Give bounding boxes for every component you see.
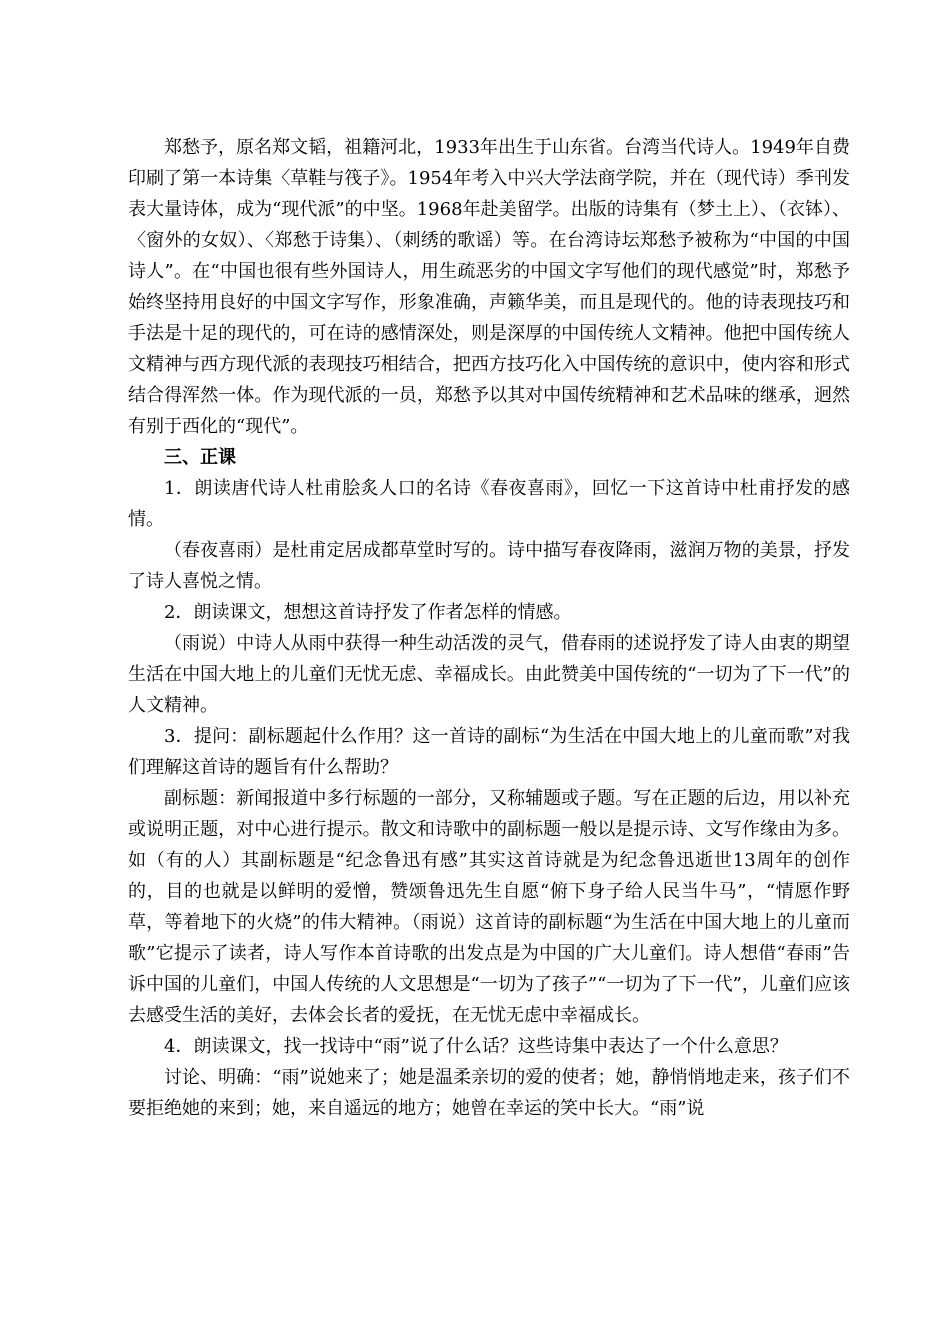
answer-1: （春夜喜雨）是杜甫定居成都草堂时写的。诗中描写春夜降雨，滋润万物的美景，抒发了诗人喜悦之情。: [128, 540, 850, 592]
document-body: [128, 132, 850, 1124]
intro-paragraph-author-bio: 郑愁予，原名郑文韬，祖籍河北，1933年出生于山东省。台湾当代诗人。1949年自费印刷了第一本诗集〈草鞋与筏子》。1954年考入中兴大学法商学院，并在（现代诗）季刊发表大量诗体，成为“现代派”的中坚。1968年赴美留学。出版的诗集有（梦土上）、（衣钵）、〈窗外的女奴）、〈郑愁于诗集）、（刺绣的歌谣）等。在台湾诗坛郑愁予被称为“中国的中国诗人”。在“中国也很有些外国诗人，用生疏恶劣的中国文字写他们的现代感觉”时，郑愁予始终坚持用良好的中国文字写作，形象准确，声籁华美，而且是现代的。他的诗表现技巧和手法是十足的现代的，可在诗的感情深处，则是深厚的中国传统人文精神。他把中国传统人文精神与西方现代派的表现技巧相结合，把西方技巧化入中国传统的意识中，使内容和形式结合得浑然一体。作为现代派的一员，郑愁予以其对中国传统精神和艺术品味的继承，迥然有别于西化的“现代”。: [128, 137, 850, 437]
question-3: 3．提问：副标题起什么作用？这一首诗的副标“为生活在中国大地上的儿童而歌”对我们理解这首诗的题旨有什么帮助？: [128, 726, 850, 778]
question-1: 1．朗读唐代诗人杜甫脍炙人口的名诗《春夜喜雨》，回忆一下这首诗中杜甫抒发的感情。: [128, 478, 850, 530]
answer-3: 副标题：新闻报道中多行标题的一部分，又称辅题或子题。写在正题的后边，用以补充或说明正题，对中心进行提示。散文和诗歌中的副标题一般以是提示诗、文写作缘由为多。如（有的人）其副标题是“纪念鲁迅有感”其实这首诗就是为纪念鲁迅逝世13周年的创作的，目的也就是以鲜明的爱憎，赞颂鲁迅先生自愿“俯下身子给人民当牛马”，“情愿作野草，等着地下的火烧”的伟大精神。（雨说）这首诗的副标题“为生活在中国大地上的儿童而歌”它提示了读者，诗人写作本首诗歌的出发点是为中国的广大儿童们。诗人想借“春雨”告诉中国的儿童们，中国人传统的人文思想是“一切为了孩子”“一切为了下一代”，儿童们应该去感受生活的美好，去体会长者的爱抚，在无忧无虑中幸福成长。: [128, 788, 850, 1026]
question-2: 2．朗读课文，想想这首诗抒发了作者怎样的情感。: [164, 602, 572, 623]
section-heading-lesson: 三、正课: [164, 447, 236, 468]
answer-2: （雨说）中诗人从雨中获得一种生动活泼的灵气，借春雨的述说抒发了诗人由衷的期望生活在中国大地上的儿童们无忧无虑、幸福成长。由此赞美中国传统的“一切为了下一代”的人文精神。: [128, 633, 850, 716]
answer-4: 讨论、明确：“雨”说她来了；她是温柔亲切的爱的使者；她，静悄悄地走来，孩子们不要拒绝她的来到；她，来自遥远的地方；她曾在幸运的笑中长大。“雨”说: [128, 1067, 850, 1119]
question-4: 4．朗读课文，找一找诗中“雨”说了什么话？这些诗集中表达了一个什么意思？: [164, 1036, 788, 1057]
